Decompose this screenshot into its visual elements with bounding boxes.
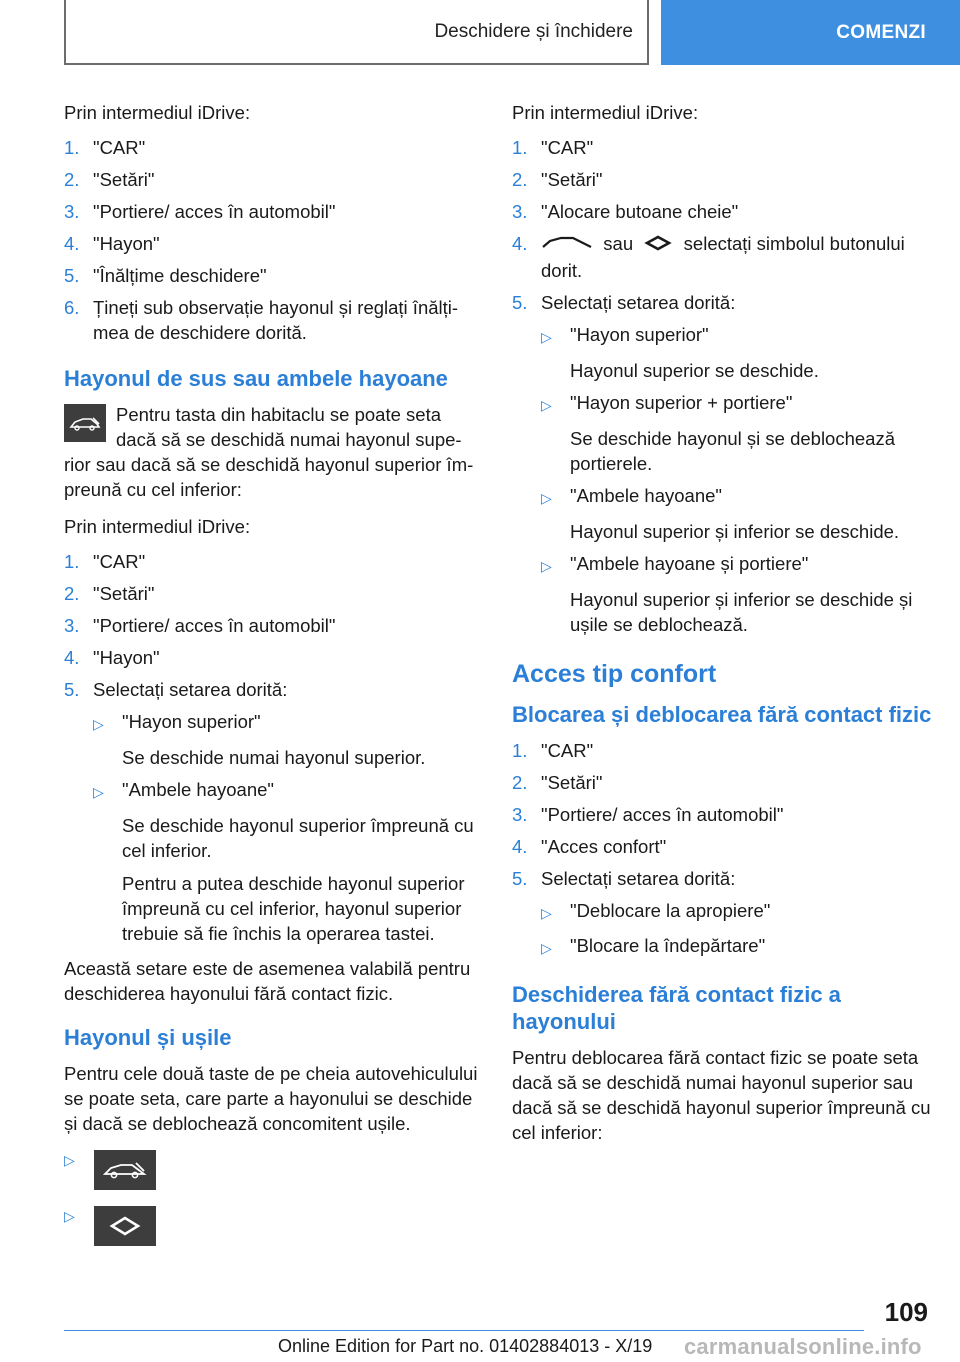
- steps-list-comfort: [512, 738, 932, 961]
- list-item: 6. Țineți sub observație hayonul și reglați înălțimea de deschidere dorită.: [64, 297, 459, 343]
- heading-blocare: Blocarea și deblocarea fără contact fizic: [512, 702, 932, 728]
- triangle-bullet-icon: ▷: [64, 1152, 75, 1168]
- list-item: 3. "Portiere/ acces în automobil": [64, 201, 336, 222]
- list-item: 5. "Înălțime deschidere": [64, 265, 267, 286]
- list-item: 3. "Portiere/ acces în automobil": [512, 804, 784, 826]
- triangle-bullet-icon: ▷: [64, 1208, 75, 1224]
- sub-desc: Hayonul superior și inferior se deschide și ușile se deblochează.: [570, 589, 913, 636]
- triangle-bullet-icon: ▷: [541, 329, 552, 346]
- heading-hayon-sus: Hayonul de sus sau ambele hayoane: [64, 366, 448, 391]
- sub-item: ▷ "Ambele hayoane": [541, 483, 932, 511]
- heading-acces-confort: Acces tip confort: [512, 660, 717, 689]
- sub-desc: Se deschide numai hayonul superior.: [122, 747, 426, 768]
- steps-list-tailgate: [64, 549, 480, 946]
- heading-deschidere: Deschiderea fără contact fizic a hayonului: [512, 982, 841, 1035]
- car-outline-icon: [541, 232, 593, 258]
- list-item: 4. "Acces confort": [512, 836, 667, 858]
- list-item: 5. Selectați setarea dorită: ▷ "Hayon superior" Se deschide numai hayonul superior. ▷ "Ambele hayoane" Se deschide hayonul superior împreună cu cel inferior. Pentru a putea deschide hayonul superior împreună cu cel inferior, hayonul superior trebuie să fie închis la operarea tastei.: [64, 677, 480, 946]
- icon-paragraph: Pentru tasta din habitaclu se poate seta dacă să se deschidă numai hayonul superior sau dacă să se deschidă hayonul superior împreună cu cel inferior:: [64, 404, 474, 500]
- page-number: 109: [884, 1297, 928, 1327]
- triangle-bullet-icon: ▷: [541, 558, 552, 575]
- list-item: 1. "CAR": [512, 137, 594, 158]
- list-item: 3. "Alocare butoane cheie": [512, 201, 739, 222]
- list-item: 1. "CAR": [64, 551, 146, 572]
- list-item: 4. sau selectați simbolul butonului dorit.: [512, 233, 905, 282]
- sub-desc: Se deschide hayonul superior împreună cu cel inferior.: [122, 815, 474, 861]
- deschidere-paragraph: Pentru deblocarea fără contact fizic se poate seta dacă să se deschidă numai hayonul superior sau dacă să se deschidă hayonul superior împreună cu cel inferior:: [512, 1047, 931, 1144]
- list-item: 2. "Setări": [512, 772, 603, 794]
- sub-list: [541, 891, 932, 961]
- idrive-intro: Prin intermediul iDrive:: [512, 102, 699, 123]
- triangle-bullet-icon: ▷: [541, 490, 552, 507]
- sub-desc: Hayonul superior se deschide.: [570, 360, 819, 382]
- footer-edition: Online Edition for Part no. 01402884013 - X/19: [278, 1336, 653, 1356]
- steps-list-keys: [512, 135, 932, 637]
- sub-item: ▷ "Ambele hayoane și portiere": [541, 551, 932, 579]
- sub-list: [93, 702, 480, 946]
- idrive-intro: Prin intermediul iDrive:: [64, 102, 251, 123]
- steps-list-height: [64, 135, 480, 345]
- triangle-bullet-icon: ▷: [93, 716, 104, 732]
- triangle-bullet-icon: ▷: [541, 905, 552, 922]
- unlock-key-icon: [94, 1206, 156, 1246]
- idrive-intro-2: Prin intermediul iDrive:: [64, 516, 251, 537]
- list-item: 4. "Hayon": [64, 647, 160, 668]
- validity-paragraph: Această setare este de asemenea valabilă pentru deschiderea hayonului fără contact fizic.: [64, 958, 471, 1004]
- sub-item: ▷ "Hayon superior": [541, 322, 932, 350]
- sub-item: ▷ "Deblocare la apropiere": [541, 898, 932, 926]
- chapter-title: COMENZI: [836, 21, 926, 43]
- left-column: [64, 100, 480, 1246]
- sub-item: ▷ "Hayon superior + portiere": [541, 390, 932, 418]
- list-item: 2. "Setări": [64, 169, 155, 190]
- footer-divider: [64, 1330, 864, 1331]
- sub-desc: Pentru a putea deschide hayonul superior împreună cu cel inferior, hayonul superior trebuie să fie închis la operarea tastei.: [122, 873, 465, 944]
- triangle-bullet-icon: ▷: [541, 397, 552, 414]
- list-item: 4. "Hayon": [64, 233, 160, 254]
- sub-desc: Hayonul superior și inferior se deschide.: [570, 521, 900, 543]
- sub-item: ▷ "Ambele hayoane": [93, 777, 480, 805]
- list-item: 2. "Setări": [64, 583, 155, 604]
- list-item: 5. Selectați setarea dorită: ▷ "Hayon superior" Hayonul superior se deschide. ▷ "Hayon superior + portiere" Se deschide hayonul și se deblochează portierele. ▷ "Ambele hayoane" Hayonul superior și inferior se deschide. ▷ "Ambele hayoane și portiere" Hayonul superior și inferior se deschide și ușile se deblochează.: [512, 290, 932, 637]
- doors-paragraph: Pentru cele două taste de pe cheia autovehiculului se poate seta, care parte a hayonului se deschide și dacă se deblochează concomitent ușile.: [64, 1063, 478, 1134]
- list-item: 3. "Portiere/ acces în automobil": [64, 615, 336, 636]
- sub-item: ▷ "Blocare la îndepărtare": [541, 933, 932, 961]
- list-item: 1. "CAR": [512, 740, 594, 762]
- diamond-unlock-icon: [643, 233, 673, 258]
- car-tailgate-key-icon: [94, 1150, 156, 1190]
- triangle-bullet-icon: ▷: [93, 784, 104, 800]
- section-title: Deschidere și închidere: [434, 20, 633, 42]
- triangle-bullet-icon: ▷: [541, 940, 552, 957]
- watermark: carmanualsonline.info: [684, 1334, 922, 1359]
- list-item: 5. Selectați setarea dorită: ▷ "Deblocare la apropiere" ▷ "Blocare la îndepărtare": [512, 866, 932, 961]
- key-option-tailgate: [64, 1150, 480, 1190]
- sub-desc: Se deschide hayonul și se deblochează portierele.: [570, 428, 896, 475]
- header-section-title: [64, 0, 649, 65]
- sub-list: [541, 315, 932, 637]
- list-item: 1. "CAR": [64, 137, 146, 158]
- key-option-unlock: [64, 1206, 480, 1246]
- right-column: [512, 100, 932, 1155]
- tailgate-button-icon: [64, 404, 106, 442]
- heading-hayon-usile: Hayonul și ușile: [64, 1025, 232, 1050]
- list-item: 2. "Setări": [512, 169, 603, 190]
- header-chapter-tab[interactable]: [661, 0, 960, 65]
- sub-item: ▷ "Hayon superior": [93, 709, 480, 737]
